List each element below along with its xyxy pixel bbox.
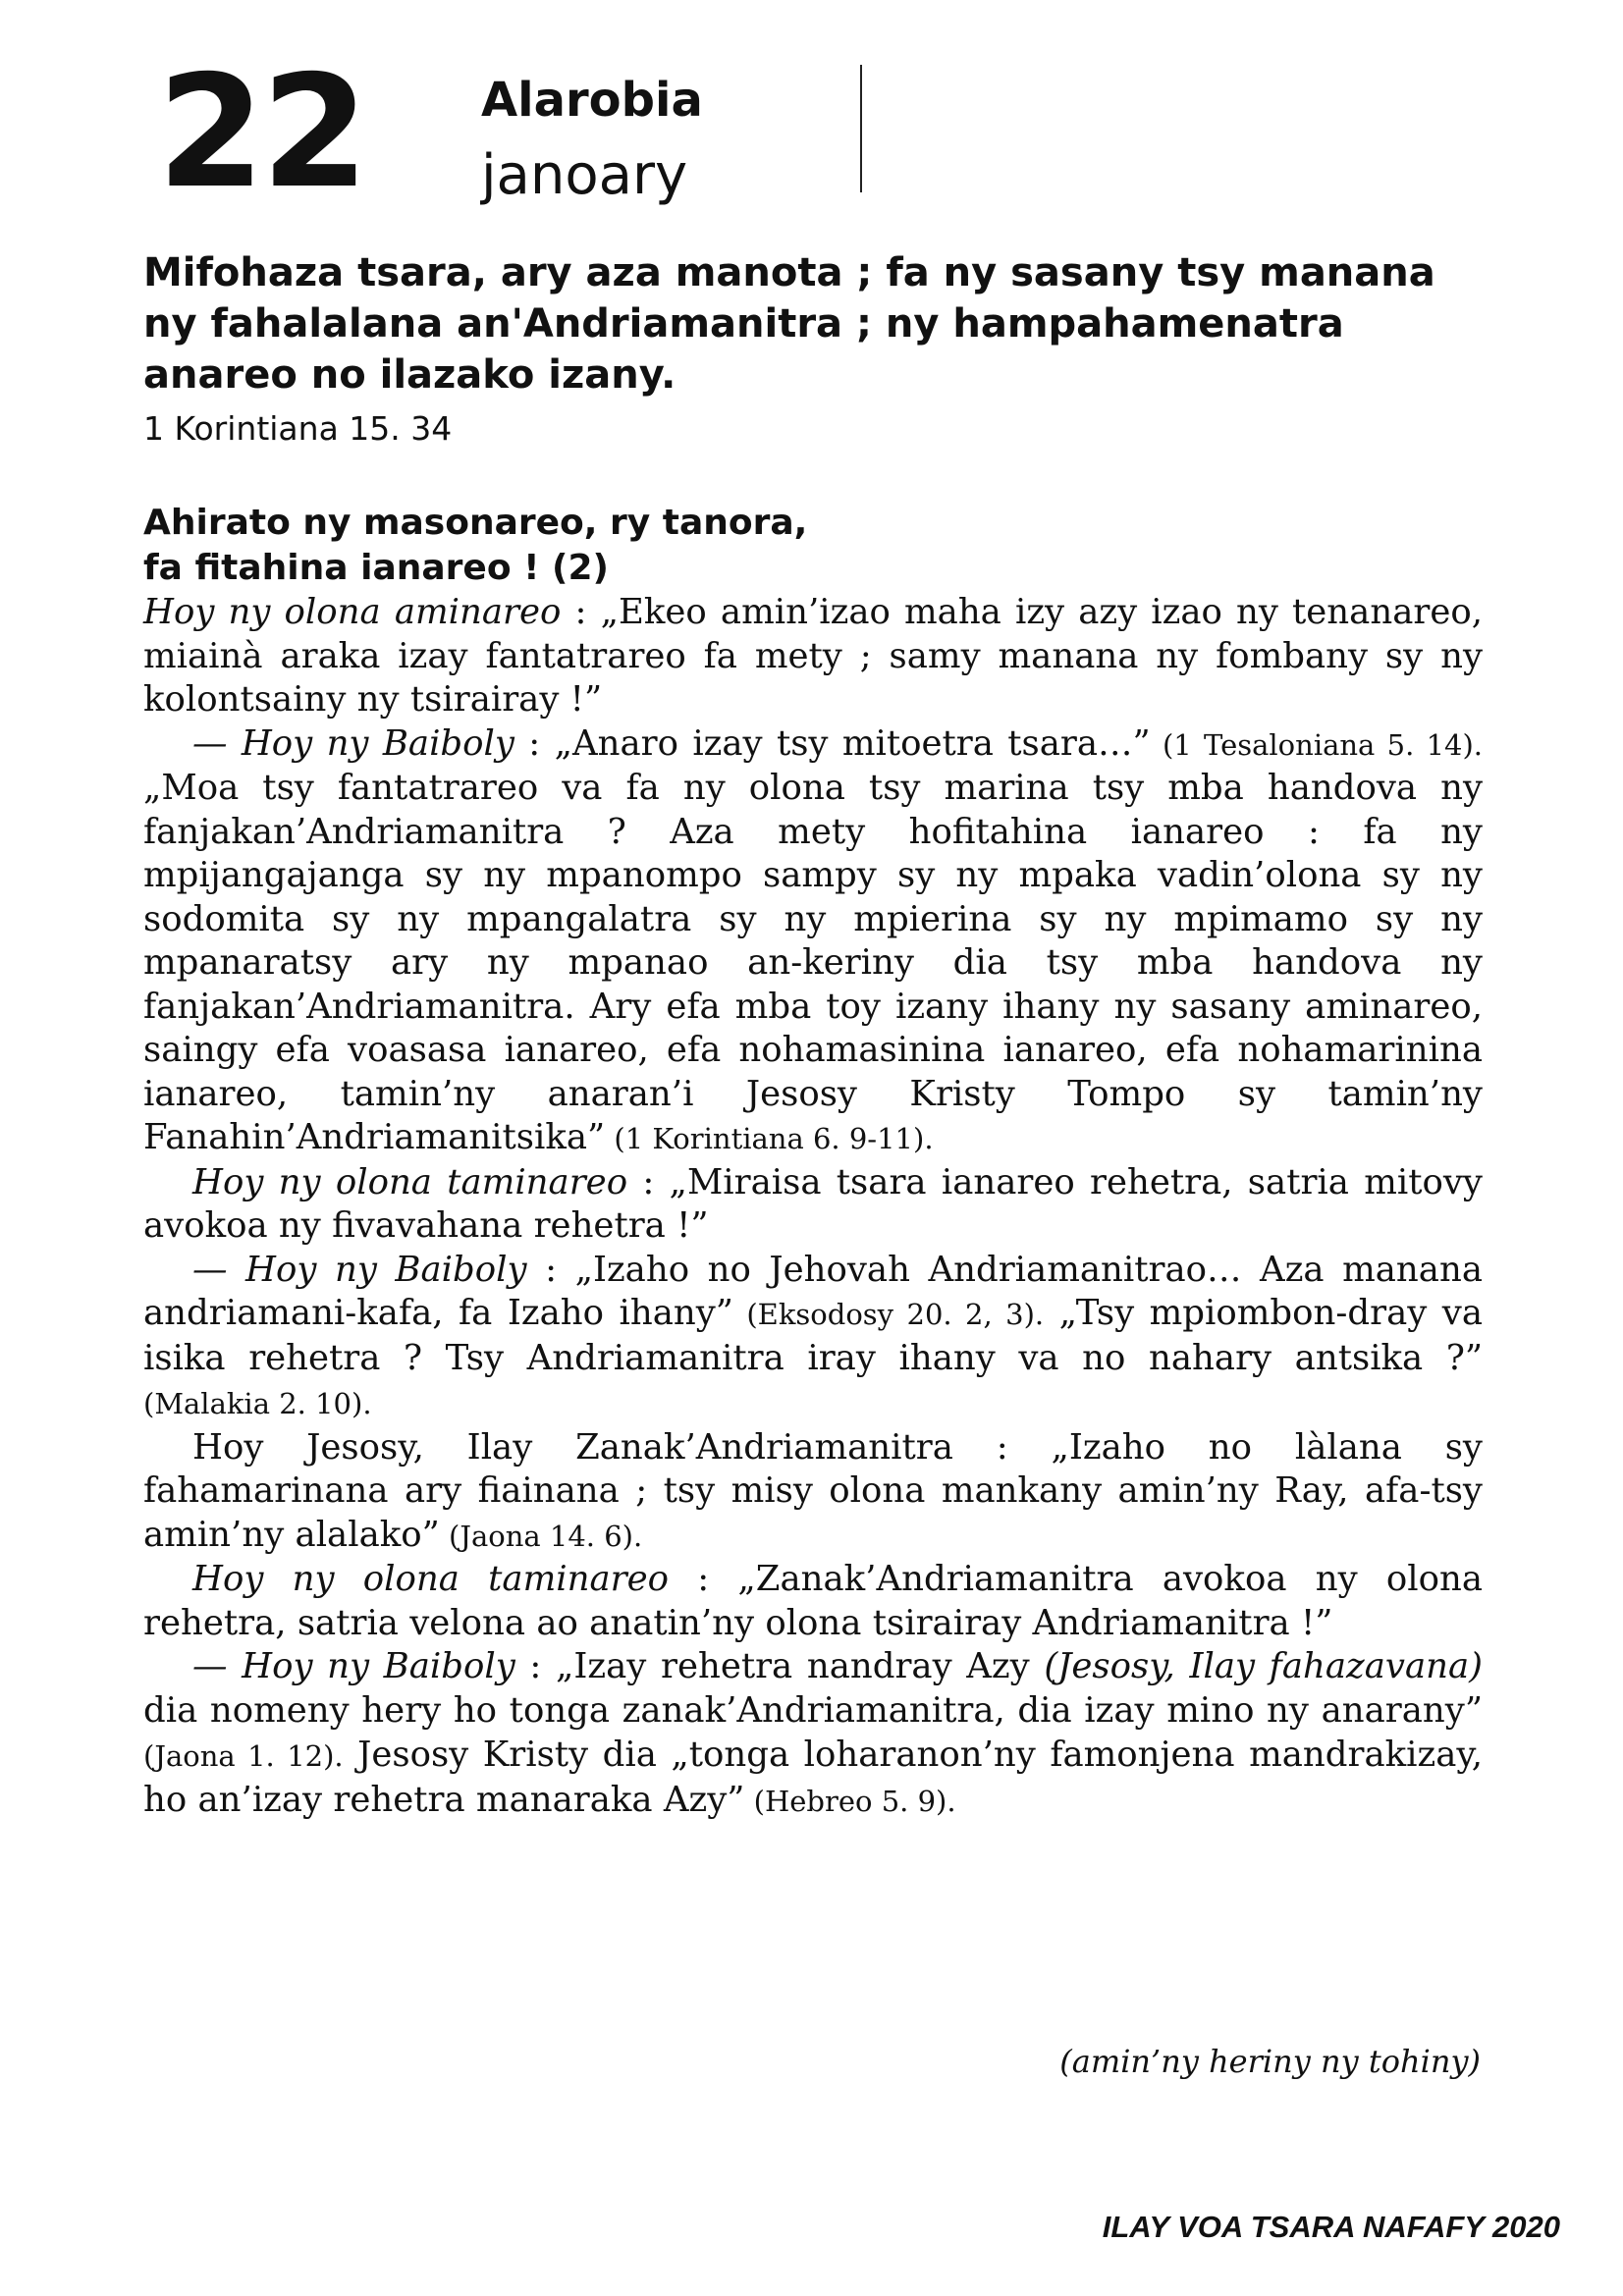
key-verse: Mifohaza tsara, ary aza manota ; fa ny sasany tsy manana ny fahalalana an'Andriamanitra ; ny hampahamenatra anareo no ilazako izany.	[143, 250, 1435, 398]
speaker: — Hoy ny Baiboly	[192, 1249, 527, 1290]
paragraph-text: : „Ekeo amin’izao maha izy azy izao ny tenanareo, miainà araka izay fantatrareo fa mety ; samy manana ny fombany sy ny kolontsainy ny tsirairay !”	[143, 592, 1483, 720]
paragraph-text: dia nomeny hery ho tonga zanak’Andriamanitra, dia izay mino ny anarany”	[143, 1689, 1483, 1731]
bible-reference: (Malakia 2. 10).	[143, 1387, 372, 1420]
bible-reference: (1 Korintiana 6. 9-11).	[605, 1122, 934, 1155]
speaker: Hoy ny olona aminareo	[143, 592, 562, 632]
paragraph-1	[143, 591, 1483, 722]
month-label: janoary	[481, 143, 688, 207]
bible-reference: (Eksodosy 20. 2, 3).	[732, 1298, 1045, 1331]
bible-reference: (Hebreo 5. 9).	[744, 1784, 956, 1818]
paragraph-text: : „Anaro izay tsy mitoetra tsara…”	[514, 722, 1151, 764]
paragraph-text: „Tsy mpiombon-dray va isika rehetra ? Tsy Andriamanitra iray ihany va no nahary antsika ?”	[143, 1293, 1484, 1378]
paragraph-3	[143, 1161, 1483, 1249]
parenthetical-note: (Jesosy, Ilay fahazavana)	[1044, 1646, 1483, 1686]
footer-title: ILAY VOA TSARA NAFAFY 2020	[1102, 2210, 1560, 2244]
paragraph-text: : „Izay rehetra nandray Azy	[514, 1646, 1045, 1686]
section-title-line-2: fa fitahina ianareo ! (2)	[143, 548, 609, 588]
speaker: — Hoy ny Baiboly	[192, 722, 514, 764]
bible-reference: (Jaona 1. 12).	[143, 1739, 344, 1773]
paragraph-6	[143, 1558, 1483, 1645]
speaker: Hoy ny olona taminareo	[192, 1161, 628, 1202]
paragraph-2	[143, 722, 1483, 1161]
paragraph-text: : „Izaho no Jehovah Andriamanitrao… Aza manana andriamani-kafa, fa Izaho ihany”	[143, 1249, 1483, 1333]
speaker: — Hoy ny Baiboly	[192, 1646, 515, 1686]
key-verse-reference: 1 Korintiana 15. 34	[143, 409, 453, 448]
bible-reference: (Jaona 14. 6).	[439, 1519, 643, 1553]
paragraph-text: Jesosy Kristy dia „tonga loharanon’ny famonjena mandrakizay, ho an’izay rehetra manaraka Azy”	[143, 1735, 1483, 1820]
section-title	[143, 501, 1488, 591]
header-divider	[860, 65, 862, 192]
weekday-label: Alarobia	[481, 73, 703, 128]
paragraph-text: „Moa tsy fantatrareo va fa ny olona tsy marina tsy mba handova ny fanjakan’Andriamanitra ? Aza mety hofitahina ianareo : fa ny mpijangajanga sy ny mpanompo sampy sy ny mpaka vadin’olona sy ny sodomita sy ny mpangalatra sy ny mpierina sy ny mpimamo sy ny mpanaratsy ary ny mpanao an-keriny dia tsy mba handova ny fanjakan’Andriamanitra. Ary efa mba toy izany ihany ny sasany aminareo, saingy efa voasasa ianareo, efa nohamasinina ianareo, efa nohamarinina ianareo, tamin’ny anaran’i Jesosy Kristy Tompo sy tamin’ny Fanahin’Andriamanitsika”	[143, 768, 1483, 1157]
bible-reference: (1 Tesaloniana 5. 14).	[1150, 727, 1484, 762]
paragraph-4	[143, 1249, 1483, 1426]
paragraph-text: : „Zanak’Andriamanitra avokoa ny olona rehetra, satria velona ao anatin’ny olona tsirairay Andriamanitra !”	[143, 1559, 1483, 1643]
body-text	[143, 591, 1483, 1823]
paragraph-5	[143, 1426, 1483, 1559]
paragraph-text: : „Miraisa tsara ianareo rehetra, satria mitovy avokoa ny fivavahana rehetra !”	[143, 1161, 1483, 1246]
day-number: 22	[157, 42, 365, 223]
speaker: Hoy ny olona taminareo	[192, 1559, 669, 1599]
paragraph-7	[143, 1645, 1483, 1823]
continued-note: (amin’ny heriny ny tohiny)	[1059, 2043, 1481, 2080]
section-title-line-1: Ahirato ny masonareo, ry tanora,	[143, 503, 808, 543]
paragraph-text: Hoy Jesosy, Ilay Zanak’Andriamanitra : „Izaho no làlana sy fahamarinana ary fiainana ; tsy misy olona mankany amin’ny Ray, afa-tsy amin’ny alalako”	[143, 1426, 1483, 1555]
